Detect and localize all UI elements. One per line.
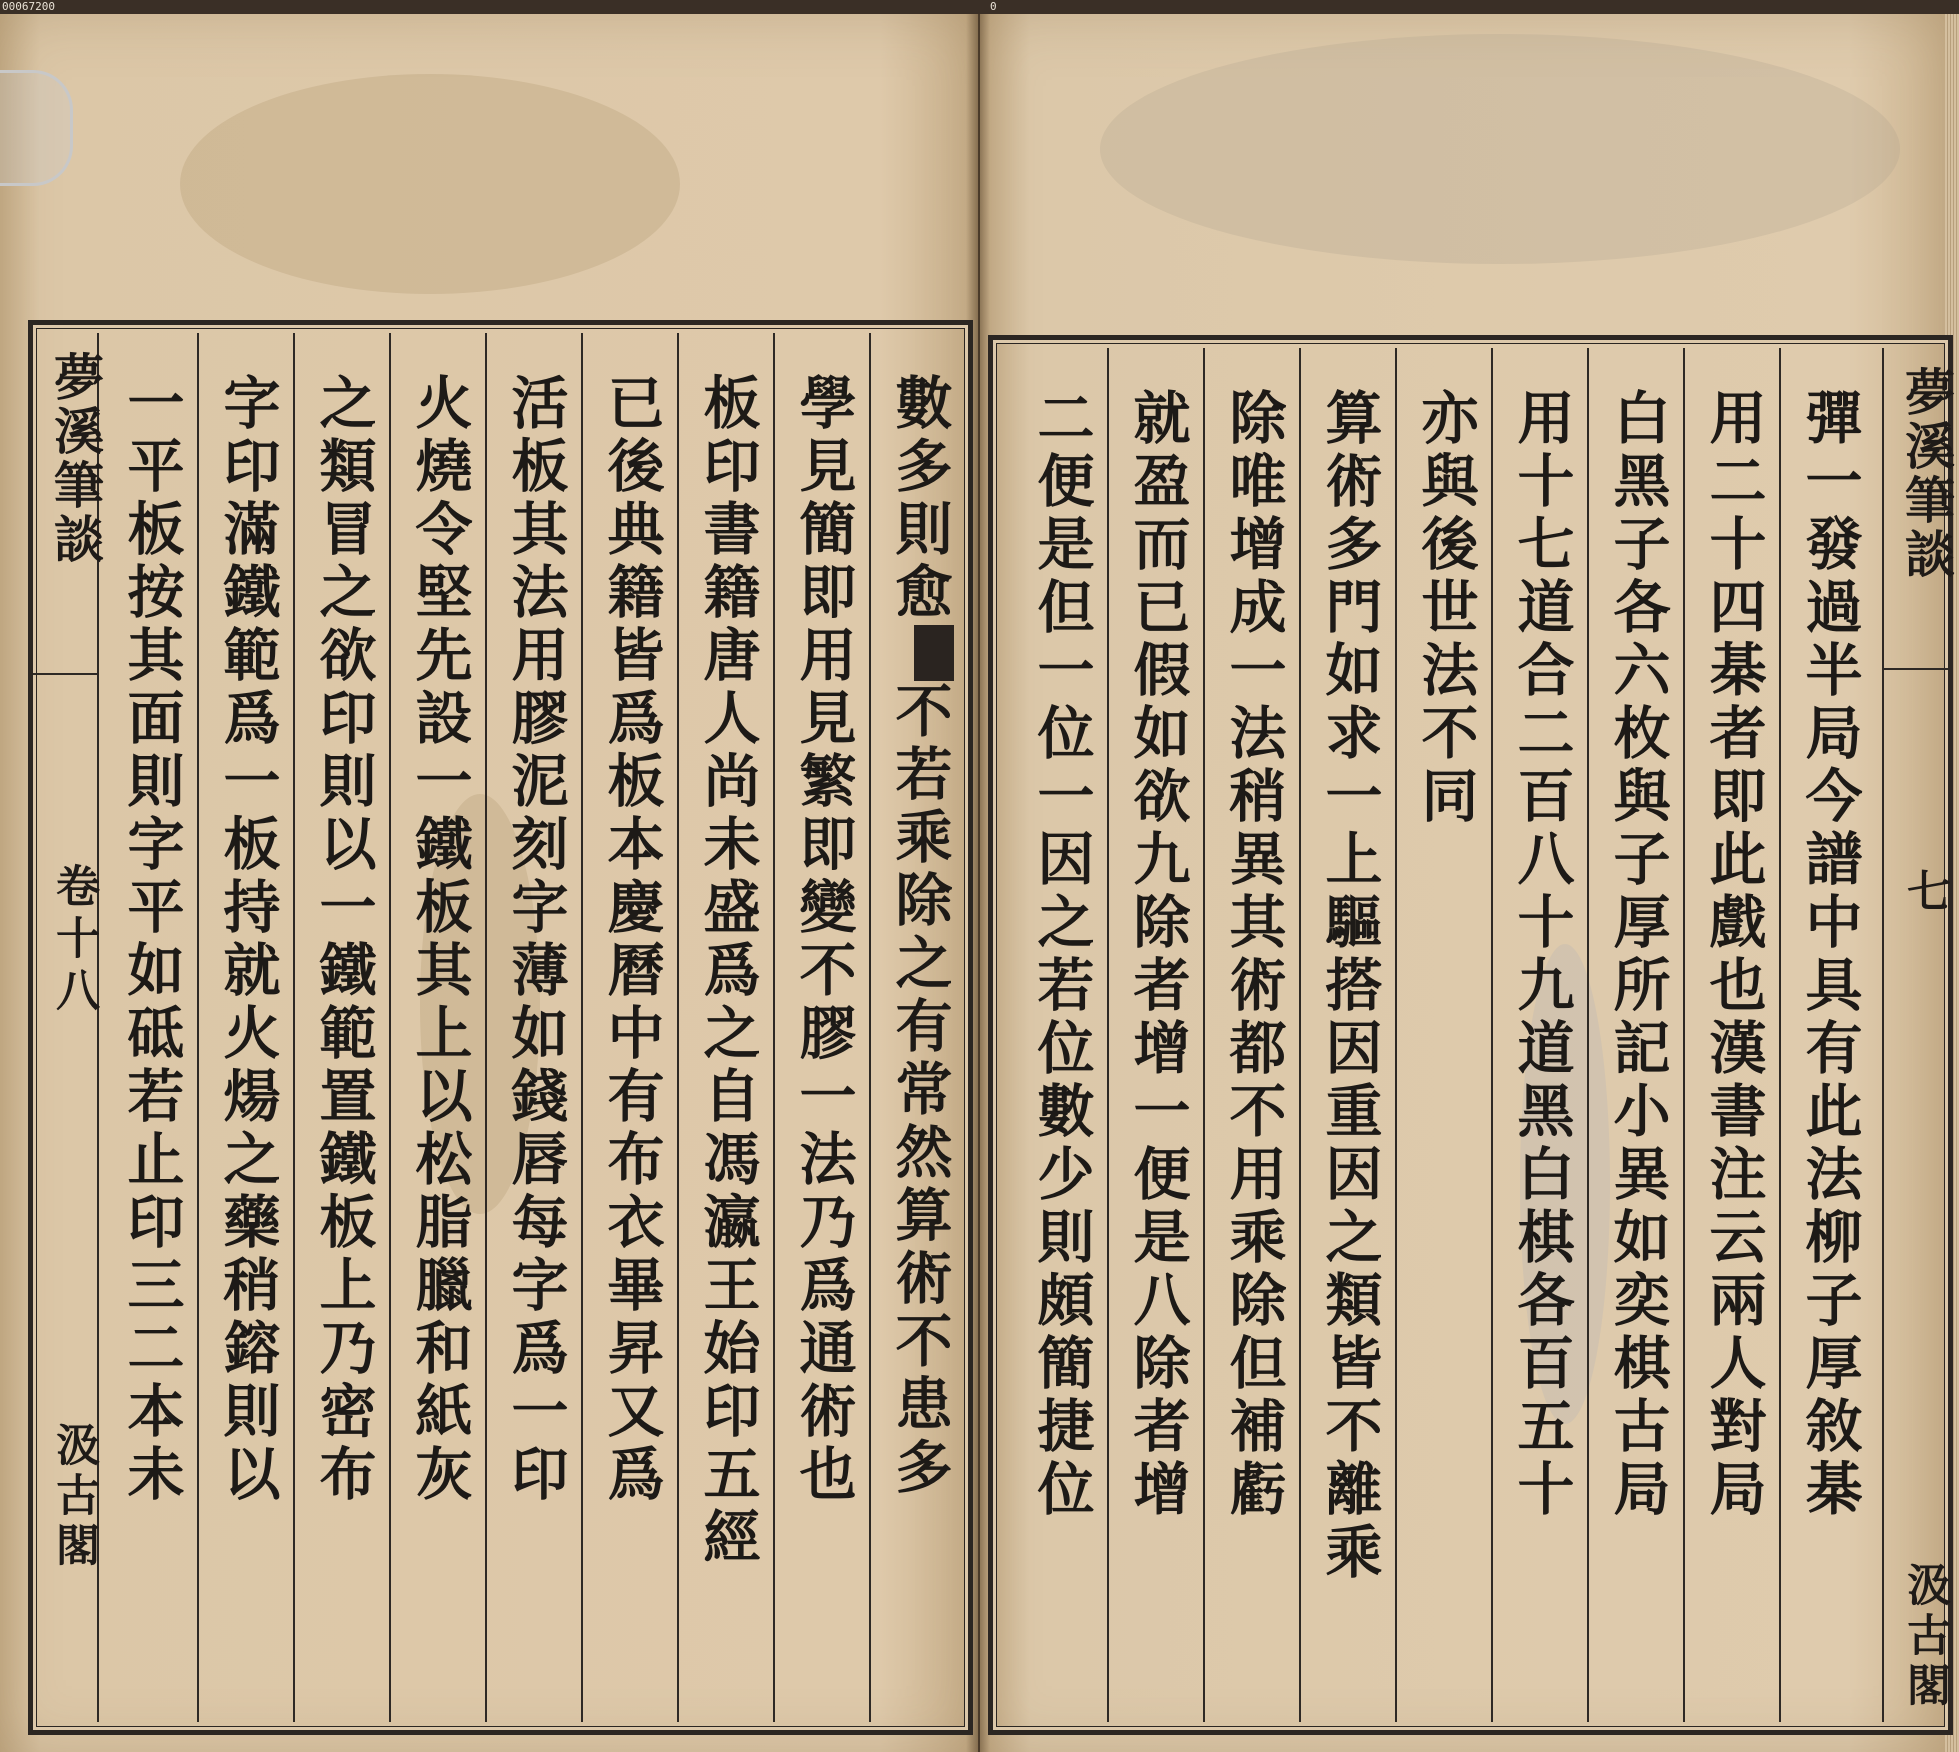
text-column-4: 已後典籍皆爲板本慶曆中有布衣畢昇又爲 bbox=[598, 373, 665, 1507]
banxin-title: 夢溪筆談 bbox=[46, 351, 105, 567]
banxin-publisher: 汲古閣 bbox=[48, 1422, 99, 1572]
column-1-head: 數多則愈 bbox=[886, 373, 953, 625]
column-rule bbox=[1203, 348, 1205, 1722]
column-rule bbox=[293, 333, 295, 1722]
column-rule bbox=[1395, 348, 1397, 1722]
banxin-title: 夢溪筆談 bbox=[1897, 366, 1956, 582]
column-rule bbox=[581, 333, 583, 1722]
column-rule bbox=[677, 333, 679, 1722]
column-rule bbox=[1779, 348, 1781, 1722]
text-column-5: 亦與後世法不同 bbox=[1412, 388, 1479, 829]
text-column-7: 除唯增成一法稍異其術都不用乘除但補虧 bbox=[1220, 388, 1287, 1522]
text-column-7: 之類冒之欲印則以一鐵範置鐵板上乃密布 bbox=[310, 373, 377, 1507]
scan-mark: 0 bbox=[990, 0, 997, 13]
column-rule bbox=[197, 333, 199, 1722]
column-rule bbox=[1107, 348, 1109, 1722]
text-column-1: 彈一發過半局今譜中具有此法柳子厚敘棊 bbox=[1796, 388, 1863, 1522]
left-banxin bbox=[33, 333, 105, 1722]
banxin-juan: 卷十八 bbox=[48, 863, 99, 1019]
text-column-9: 二便是但一位一因之若位數少則頗簡捷位 bbox=[1028, 388, 1095, 1522]
column-rule bbox=[869, 333, 871, 1722]
seal-mark bbox=[914, 625, 954, 681]
banxin-rule bbox=[33, 673, 97, 675]
column-rule bbox=[1683, 348, 1685, 1722]
left-text-frame bbox=[28, 320, 973, 1735]
text-column-6: 火燒令堅先設一鐵板其上以松脂臘和紙灰 bbox=[406, 373, 473, 1507]
text-column-4: 用十七道合二百八十九道黑白棋各百五十 bbox=[1508, 388, 1575, 1522]
right-text-frame bbox=[988, 335, 1956, 1735]
banxin-page-number: 七 bbox=[1899, 868, 1950, 912]
banxin-rule bbox=[1884, 668, 1948, 670]
column-rule bbox=[773, 333, 775, 1722]
text-column-6: 算術多門如求一上驅搭因重因之類皆不離乘 bbox=[1316, 388, 1383, 1585]
paper-stain bbox=[1100, 34, 1900, 264]
column-rule bbox=[389, 333, 391, 1722]
text-column-9: 一平板按其面則字平如砥若止印三二本未 bbox=[118, 373, 185, 1507]
column-rule bbox=[1491, 348, 1493, 1722]
column-rule bbox=[1587, 348, 1589, 1722]
text-column-1 bbox=[873, 335, 965, 1720]
column-rule bbox=[485, 333, 487, 1722]
text-column-2: 用二十四棊者即此戲也漢書注云兩人對局 bbox=[1700, 388, 1767, 1522]
text-column-3: 白黑子各六枚與子厚所記小異如奕棋古局 bbox=[1604, 388, 1671, 1522]
text-column-8: 字印滿鐵範爲一板持就火煬之藥稍鎔則以 bbox=[214, 373, 281, 1507]
right-banxin bbox=[1882, 348, 1956, 1722]
text-column-3: 板印書籍唐人尚未盛爲之自馮瀛王始印五經 bbox=[694, 373, 761, 1570]
column-1-tail: 不若乘除之有常然算術不患多 bbox=[886, 681, 953, 1500]
text-column-2: 學見簡即用見繁即變不膠一法乃爲通術也 bbox=[790, 373, 857, 1507]
text-column-8: 就盈而已假如欲九除者增一便是八除者增 bbox=[1124, 388, 1191, 1522]
column-rule bbox=[1299, 348, 1301, 1722]
banxin-publisher: 汲古閣 bbox=[1899, 1562, 1950, 1712]
paper-stain bbox=[180, 74, 680, 294]
paper-clip-icon bbox=[0, 70, 73, 186]
scan-id: 00067200 bbox=[2, 0, 55, 13]
text-column-5: 活板其法用膠泥刻字薄如錢唇每字爲一印 bbox=[502, 373, 569, 1507]
